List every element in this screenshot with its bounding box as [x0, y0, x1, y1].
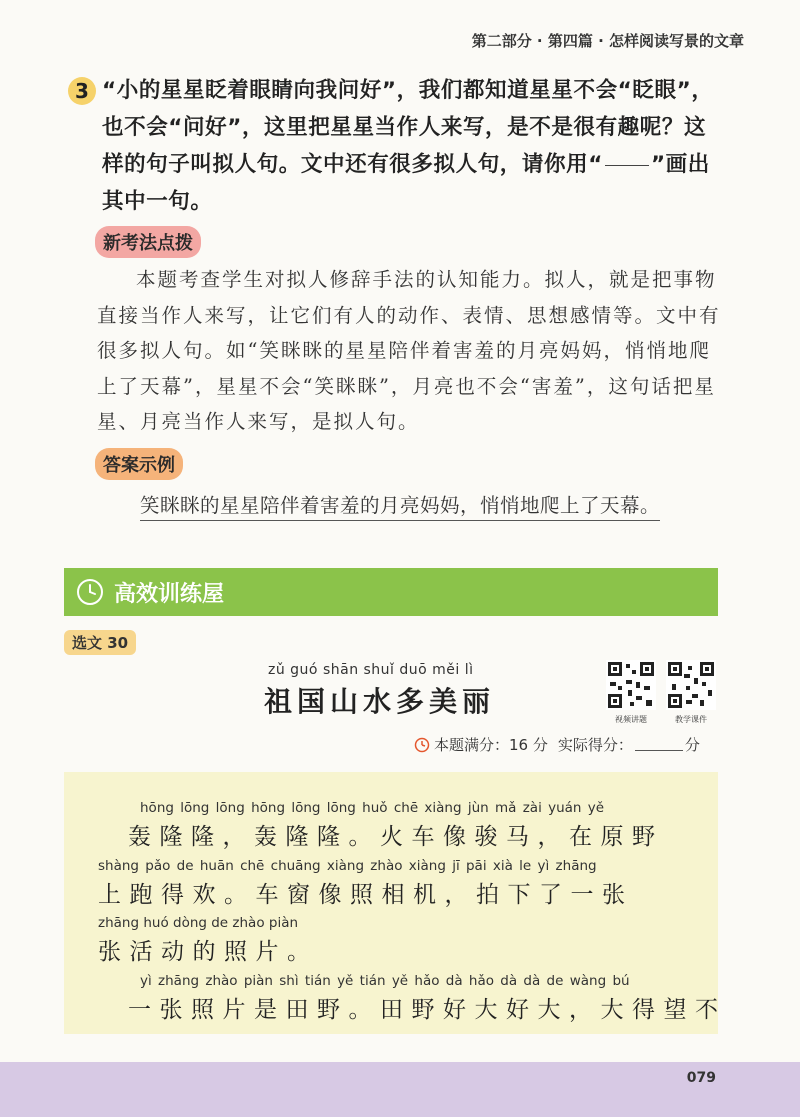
- qr-code-icon[interactable]: [606, 660, 656, 710]
- qr-label: 视频讲题: [615, 715, 647, 724]
- answer-blank-line: [605, 165, 649, 166]
- tip-text: 本题考查学生对拟人修辞手法的认知能力。拟人，就是把事物直接当作人来写，让它们有人的动作、表情、思想感情等。文中有很多拟人句。如“笑眯眯的星星陪伴着害羞的月亮妈妈，悄悄地爬上了天幕”，星星不会“笑眯眯”，月亮也不会“害羞”，这句话把星星、月亮当作人来写，是拟人句。: [97, 268, 721, 433]
- question-text-part2: ”画出其中一句。: [102, 152, 710, 214]
- section-banner-label: 高效训练屋: [114, 581, 225, 607]
- clock-icon: [414, 737, 430, 753]
- question-number: 3: [68, 77, 96, 105]
- pinyin-line: shàng pǎo de huān chē chuāng xiàng zhào xiàng jī pāi xià le yì zhāng: [98, 858, 597, 874]
- page-footer-band: [0, 1062, 800, 1117]
- actual-score-blank[interactable]: [635, 739, 683, 751]
- question-text: [102, 72, 727, 220]
- section-banner: [64, 568, 718, 616]
- full-score: 本题满分：16 分: [434, 736, 548, 754]
- answer-text: 笑眯眯的星星陪伴着害羞的月亮妈妈，悄悄地爬上了天幕。: [140, 490, 660, 521]
- pinyin-line: zhāng huó dòng de zhào piàn: [98, 915, 299, 931]
- pinyin-line: yì zhāng zhào piàn shì tián yě tián yě hǎo dà hǎo dà dà de wàng bú: [140, 973, 630, 989]
- page-number: 079: [686, 1070, 716, 1086]
- score-unit: 分: [684, 736, 700, 754]
- question-text-part1: “小的星星眨着眼睛向我问好”，我们都知道星星不会“眨眼”，也不会“问好”，这里把星星当作人来写，是不是很有趣呢？这样的句子叫拟人句。文中还有很多拟人句，请你用“: [102, 78, 714, 177]
- qr-code-icon[interactable]: [666, 660, 716, 710]
- selection-badge: 选文 30: [64, 630, 136, 655]
- tip-label: 新考法点拨: [95, 226, 201, 258]
- passage-title-pinyin: zǔ guó shān shuǐ duō měi lì: [268, 662, 474, 678]
- pinyin-line: hōng lōng lōng hōng lōng lōng huǒ chē xiàng jùn mǎ zài yuán yě: [140, 800, 605, 816]
- passage-title: 祖国山水多美丽: [264, 685, 496, 718]
- passage-line: 上跑得欢。车窗像照相机，拍下了一张: [98, 882, 634, 908]
- passage-line: 一张照片是田野。田野好大好大，大得望不: [128, 997, 727, 1023]
- qr-label: 教学课件: [675, 715, 707, 724]
- actual-score-label: 实际得分：: [557, 736, 633, 754]
- passage-line: 张活动的照片。: [98, 939, 319, 965]
- score-info: [414, 734, 700, 755]
- passage-line: 轰隆隆，轰隆隆。火车像骏马，在原野: [128, 824, 664, 850]
- page-header: 第二部分 · 第四篇 · 怎样阅读写景的文章: [471, 32, 744, 50]
- answer-label: 答案示例: [95, 448, 183, 480]
- clock-icon: [76, 578, 104, 606]
